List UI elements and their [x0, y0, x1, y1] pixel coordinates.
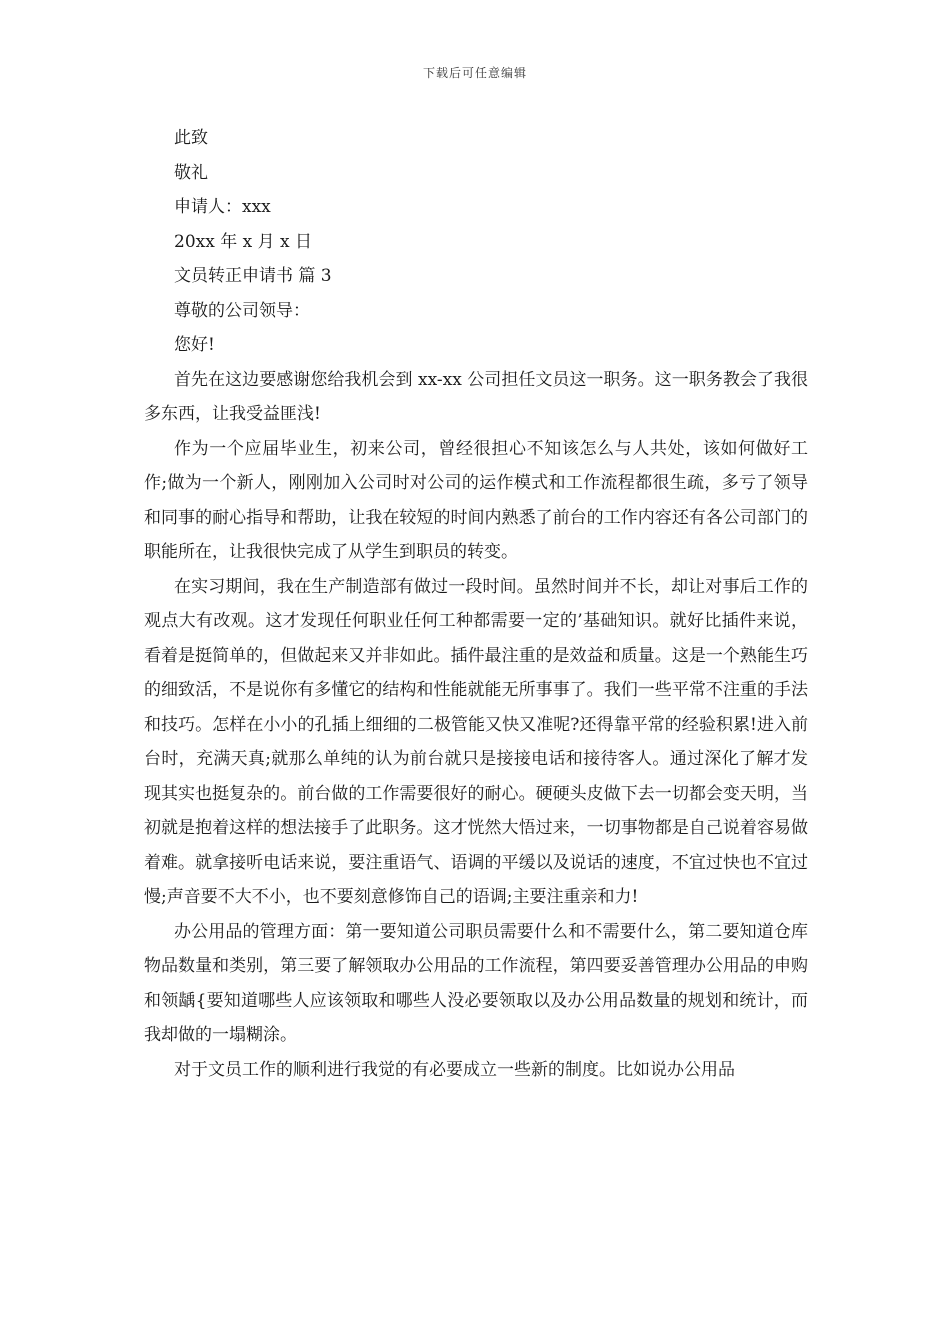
date-line: 20xx 年 x 月 x 日 — [174, 231, 313, 252]
paragraph-thanks: 首先在这边要感谢您给我机会到 xx-xx 公司担任文员这一职务。这一职务教会了我很多东西，让我受益匪浅! — [144, 369, 808, 424]
paragraph-office-supplies: 办公用品的管理方面：第一要知道公司职员需要什么和不需要什么，第二要知道仓库物品数量和类别，第三要了解领取办公用品的工作流程，第四要妥善管理办公用品的申购和领龋{要知道哪些人应该领取和哪些人没必要领取以及办公用品数量的规划和统计，而我却做的一塌糊涂。 — [144, 921, 808, 1045]
closing-line-2: 敬礼 — [174, 162, 208, 183]
header-note: 下载后可任意编辑 — [422, 66, 527, 80]
letter-body — [144, 121, 808, 1087]
paragraph-graduate: 作为一个应届毕业生，初来公司，曾经很担心不知该怎么与人共处，该如何做好工作;做为一个新人，刚刚加入公司时对公司的运作模式和工作流程都很生疏，多亏了领导和同事的耐心指导和帮助，让我在较短的时间内熟悉了前台的工作内容还有各公司部门的职能所在，让我很快完成了从学生到职员的转变。 — [144, 438, 808, 562]
greeting: 您好! — [174, 335, 215, 355]
applicant-line: 申请人：xxx — [174, 197, 271, 217]
salutation: 尊敬的公司领导： — [174, 300, 310, 321]
closing-line-1: 此致 — [174, 128, 208, 148]
paragraph-internship: 在实习期间，我在生产制造部有做过一段时间。虽然时间并不长，却让对事后工作的观点大有改观。这才发现任何职业任何工种都需要一定的’基础知识。就好比插件来说，看着是挺简单的，但做起来又并非如此。插件最注重的是效益和质量。这是一个熟能生巧的细致活，不是说你有多懂它的结构和性能就能无所事事了。我们一些平常不注重的手法和技巧。怎样在小小的孔插上细细的二极管能又快又准呢?还得靠平常的经验积累!进入前台时，充满天真;就那么单纯的认为前台就只是接接电话和接待客人。通过深化了解才发现其实也挺复杂的。前台做的工作需要很好的耐心。硬硬头皮做下去一切都会变天明，当初就是抱着这样的想法接手了此职务。这才恍然大悟过来，一切事物都是自己说着容易做着难。就拿接听电话来说，要注重语气、语调的平缓以及说话的速度，不宜过快也不宜过慢;声音要不大不小，也不要刻意修饰自己的语调;主要注重亲和力! — [144, 576, 808, 907]
paragraph-new-rules: 对于文员工作的顺利进行我觉的有必要成立一些新的制度。比如说办公用品 — [174, 1059, 735, 1080]
section-title: 文员转正申请书 篇 3 — [174, 266, 332, 286]
